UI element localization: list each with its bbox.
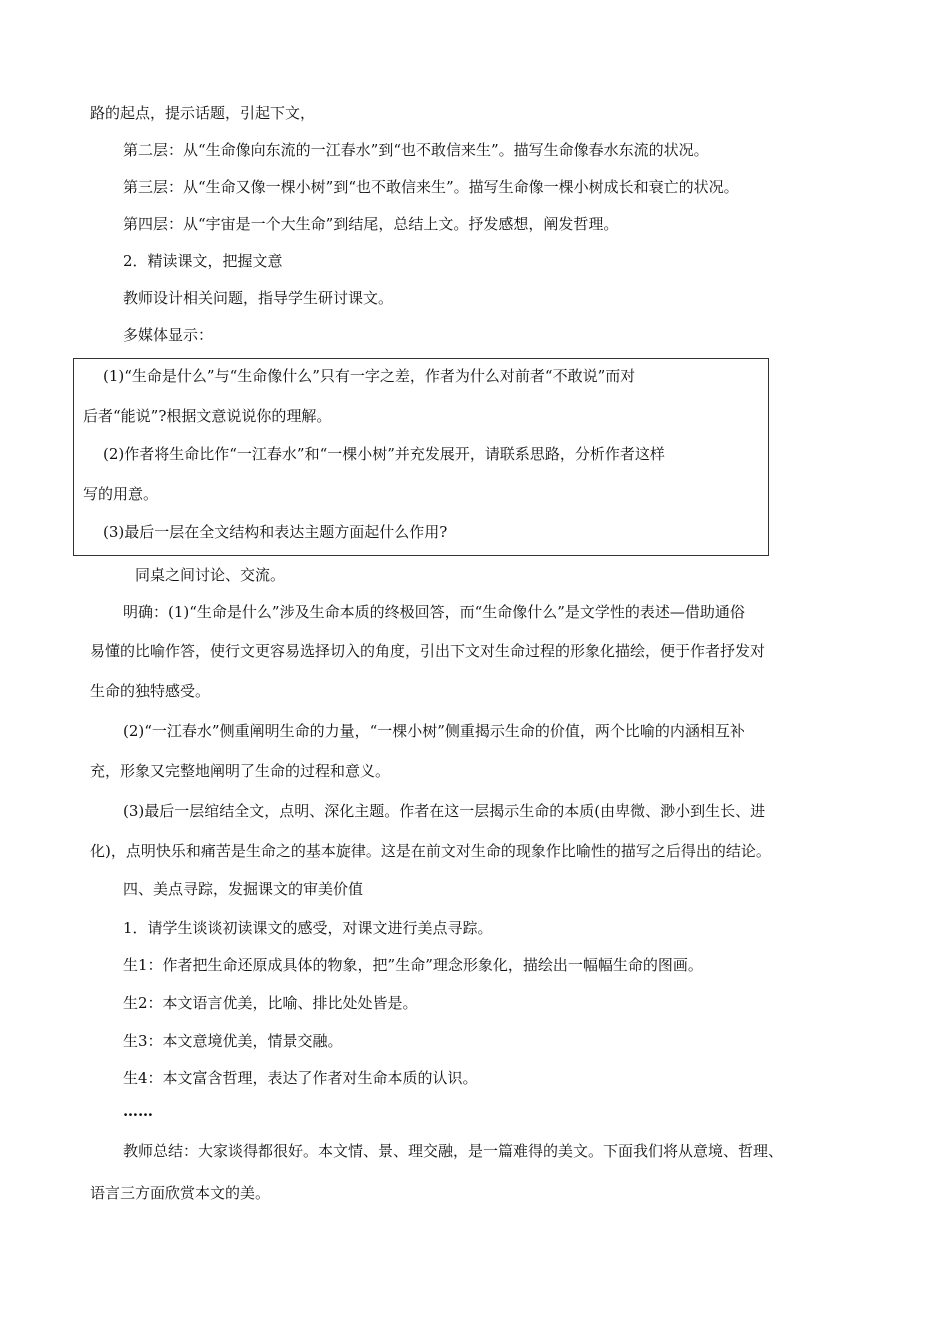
question-line: (1)“生命是什么”与“生命像什么”只有一字之差，作者为什么对前者“不敢说”而对 xyxy=(103,367,636,385)
paragraph-line: (3)最后一层绾结全文，点明、深化主题。作者在这一层揭示生命的本质(由卑微、渺小到生长、进 xyxy=(123,802,766,820)
paragraph-line: (2)“一江春水”侧重阐明生命的力量，“一棵小树”侧重揭示生命的价值，两个比喻的内涵相互补 xyxy=(123,722,745,740)
paragraph-line: 易懂的比喻作答，使行文更容易选择切入的角度，引出下文对生命过程的形象化描绘，便于作者抒发对 xyxy=(90,642,766,660)
paragraph-line: 明确：(1)“生命是什么”涉及生命本质的终极回答，而“生命像什么”是文学性的表述—借助通俗 xyxy=(123,603,745,621)
question-line: 写的用意。 xyxy=(83,485,159,503)
paragraph-line: 教师总结：大家谈得都很好。本文情、景、理交融，是一篇难得的美文。下面我们将从意境、哲理、 xyxy=(123,1142,784,1160)
question-line: (3)最后一层在全文结构和表达主题方面起什么作用? xyxy=(103,523,448,541)
paragraph-line: 生4：本文富含哲理，表达了作者对生命本质的认识。 xyxy=(123,1069,478,1087)
section-heading: 2．精读课文，把握文意 xyxy=(123,252,283,270)
paragraph-line: 语言三方面欣赏本文的美。 xyxy=(90,1184,271,1202)
multimedia-question-box xyxy=(73,358,769,556)
paragraph-line: 生1：作者把生命还原成具体的物象，把”生命”理念形象化，描绘出一幅幅生命的图画。 xyxy=(123,956,703,974)
ellipsis: …… xyxy=(123,1102,153,1120)
paragraph-line: 充，形象又完整地阐明了生命的过程和意义。 xyxy=(90,762,391,780)
paragraph-line: 1．请学生谈谈初读课文的感受，对课文进行美点寻踪。 xyxy=(123,919,493,937)
paragraph-line: 第四层：从“宇宙是一个大生命”到结尾，总结上文。抒发感想，阐发哲理。 xyxy=(123,215,619,233)
question-line: 后者“能说”?根据文意说说你的理解。 xyxy=(83,407,332,425)
paragraph-line: 第三层：从“生命又像一棵小树”到“也不敢信来生”。描写生命像一棵小树成长和衰亡的状况。 xyxy=(123,178,739,196)
paragraph-line: 生2：本文语言优美，比喻、排比处处皆是。 xyxy=(123,994,418,1012)
question-line: (2)作者将生命比作“一江春水”和“一棵小树”并充发展开，请联系思路，分析作者这样 xyxy=(103,445,665,463)
paragraph-line: 第二层：从“生命像向东流的一江春水”到“也不敢信来生”。描写生命像春水东流的状况。 xyxy=(123,141,709,159)
paragraph-line: 同桌之间讨论、交流。 xyxy=(135,566,286,584)
paragraph-line: 生命的独特感受。 xyxy=(90,682,211,700)
paragraph-line: 多媒体显示： xyxy=(123,326,214,344)
paragraph-line: 化)，点明快乐和痛苦是生命之的基本旋律。这是在前文对生命的现象作比喻性的描写之后得出的结论。 xyxy=(90,842,771,860)
paragraph-line: 教师设计相关问题，指导学生研讨课文。 xyxy=(123,289,394,307)
paragraph-line: 路的起点，提示话题，引起下文， xyxy=(90,104,316,122)
section-heading: 四、美点寻踪，发掘课文的审美价值 xyxy=(123,880,364,898)
paragraph-line: 生3：本文意境优美，情景交融。 xyxy=(123,1032,343,1050)
